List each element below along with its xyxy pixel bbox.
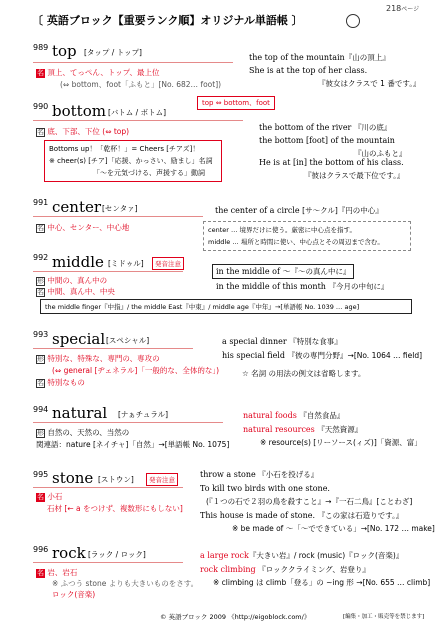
compound-strip: the middle finger『中指』/ the middle East『中東』/ middle age『中年』→[単語帳 No. 1039 … age] [40, 299, 412, 314]
example-ja: 『今月の中旬に』 [328, 282, 389, 291]
example-ja: 『ロッククライミング、岩登り』 [258, 565, 370, 574]
entry-number: 993 [33, 330, 49, 339]
entry-pron: [タップ / トップ] [84, 48, 142, 57]
entry-rule [33, 422, 223, 423]
example-en: his special field [222, 351, 285, 360]
example-ja: (『１つの石で２羽の鳥を殺すこと』→『一石二鳥』[ことわざ] [206, 497, 413, 506]
meaning-row [36, 222, 129, 233]
usage-note: ☆ 名詞 の用法の例文は省略します。 [242, 369, 366, 378]
example-en: This house is made of stone. [200, 511, 316, 520]
example [215, 205, 383, 216]
meaning-text: 特別な、特殊な、専門の、専攻の [47, 354, 160, 363]
meaning-row [36, 275, 107, 286]
example [222, 350, 422, 361]
meaning-text: 底、下部、下位 (⇔ top) [47, 127, 130, 136]
phrase-box [212, 264, 354, 279]
example-ja: 『山のふもと』 [354, 149, 407, 158]
page-circle-icon [346, 14, 360, 28]
example-en: the center of a circle [215, 206, 300, 215]
entry-rule [33, 120, 243, 121]
meaning-text: ロック(音楽) [52, 590, 96, 599]
example-en: a special dinner [222, 337, 287, 346]
entry-number: 996 [33, 545, 49, 554]
entry-rule [33, 271, 183, 272]
page-title: 〔 英語ブロック【重要ランク順】オリジナル単語帳 〕 [32, 14, 303, 27]
example-ja: 『彼はクラスで最下位です。』 [304, 171, 405, 180]
footer-notice: [編集・加工・販売等を禁じます] [343, 614, 425, 620]
usage-line: center … 境界だけに使う。厳密に中心点を指す。 [208, 226, 357, 234]
entry-rule [33, 487, 183, 488]
example-ja: [サ～クル]『円の中心』 [302, 206, 383, 215]
noun-tag: 名 [37, 288, 44, 296]
entry-number: 994 [33, 405, 49, 414]
meaning-text: 中間、真ん中、中央 [47, 287, 115, 296]
example [222, 336, 342, 347]
example-ja: 『彼女はクラスで 1 番です。』 [318, 79, 421, 88]
meaning-row [36, 286, 115, 297]
entry-rule [33, 62, 233, 63]
usage-note: ※ climbing は climb「登る」の ~ing 形 →[No. 655 … climb] [213, 578, 431, 587]
meaning-text: 頂上、てっぺん、トップ、最上位 [47, 68, 160, 77]
idiom-line: Bottoms up！「乾杯！」= Cheers [チアズ]！ [49, 145, 200, 153]
meaning-text: 石材 [← a をつけず、複数形にもしない] [47, 504, 183, 513]
page-number [386, 4, 419, 13]
example-en: To kill two birds with one stone. [200, 484, 330, 493]
example [243, 424, 362, 435]
example-en: a large rock [200, 551, 249, 560]
adj-tag: 形 [37, 277, 44, 285]
example-ja: 『特別な食事』 [289, 337, 342, 346]
meaning-note: (⇔ general [ヂェネラル]「一般的な、全体的な」) [52, 366, 220, 375]
entry-word: stone [52, 469, 94, 487]
example [249, 66, 367, 75]
meaning-row [36, 353, 160, 364]
example-ja: 『川の底』 [353, 123, 392, 132]
meaning-text: 中間の、真ん中の [47, 276, 108, 285]
example-ja: 『小石を投げる』 [258, 470, 319, 479]
example [216, 281, 388, 292]
meaning-text: 中心、センター、中心地 [47, 223, 130, 232]
example-en: the bottom [foot] of the mountain [259, 136, 395, 145]
entry-rule [33, 562, 183, 563]
entry-word: bottom [52, 102, 106, 120]
example-ja: 『彼の専門分野』→[No. 1064 … field] [287, 351, 423, 360]
entry-pron: [ナぁチュラル] [118, 410, 169, 419]
example-en: He is at [in] the bottom of his class. [259, 158, 404, 167]
noun-tag: 名 [37, 569, 44, 577]
meaning-row [36, 126, 129, 137]
entry-word: rock [52, 544, 86, 562]
usage-note: ※ be made of ～「～でできている」→[No. 172 … make] [232, 524, 435, 533]
antonym-box: top ⇔ bottom、foot [197, 96, 275, 110]
example [259, 122, 391, 133]
entry-word: middle [52, 253, 104, 271]
meaning-row [47, 503, 183, 514]
pronunciation-badge: 発音注意 [146, 473, 178, 486]
example-en: rock climbing [200, 565, 256, 574]
example [259, 158, 404, 167]
noun-tag: 名 [37, 224, 44, 232]
noun-tag: 名 [37, 493, 44, 501]
adj-tag: 形 [37, 355, 44, 363]
example-en: the bottom of the river [259, 123, 352, 132]
entry-pron: [ミドゥル] [108, 259, 144, 268]
example-ja: 『山の頂上』 [344, 53, 390, 62]
related-word: 関連語：nature [ネイチャ]「自然」→[単語帳 No. 1075] [36, 440, 230, 449]
meaning-note: ※ ふつう stone よりも大きいものをさす。 [52, 579, 199, 588]
example-en: natural resources [243, 425, 315, 434]
idiom-line: 「～を元気づける、声援する」動詞 [93, 169, 205, 177]
entry-pron: [ラック / ロック] [88, 550, 146, 559]
entry-number: 991 [33, 198, 49, 207]
meaning-row [36, 67, 160, 78]
entry-pron: [ストウン] [98, 475, 134, 484]
noun-tag: 名 [37, 69, 44, 77]
example-ja: 『この家は石造りです。』 [317, 511, 404, 520]
example [200, 469, 318, 480]
entry-word: special [52, 330, 106, 348]
meaning-note: (⇔ bottom、foot「ふもと」[No. 682… foot]) [60, 80, 222, 89]
noun-tag: 名 [37, 379, 44, 387]
idiom-line: ※ cheer(s) [チア]「応援、かっさい、励まし」名詞 [49, 157, 213, 165]
page-number-value: 218 [386, 4, 402, 13]
entry-rule [33, 216, 203, 217]
example [249, 52, 390, 63]
meaning-text: 小石 [47, 492, 63, 501]
example-en: in the middle of ～ [216, 267, 291, 276]
entry-pron: [バトム / ボトム] [108, 108, 166, 117]
idiom-box [44, 140, 222, 182]
entry-rule [33, 348, 193, 349]
noun-tag: 名 [37, 128, 44, 136]
pronunciation-badge: 発音注意 [152, 257, 184, 270]
meaning-text: 特別なもの [47, 378, 85, 387]
example [200, 564, 370, 575]
entry-number: 995 [33, 470, 49, 479]
adj-tag: 形 [37, 429, 44, 437]
entry-pron: [スペシャル] [106, 336, 150, 345]
meaning-row [36, 491, 62, 502]
meaning-row [36, 377, 85, 388]
example [243, 410, 344, 421]
example-en: She is at the top of her class. [249, 66, 368, 75]
usage-line: middle … 場所と時間に使い、中心点とその周辺まで含む。 [208, 238, 384, 246]
example-en: the top of the mountain [249, 53, 345, 62]
example-en: in the middle of this month [216, 282, 326, 291]
footer-copyright: © 英語ブロック 2009 《http://eigoblock.com/》 [160, 613, 311, 621]
meaning-text: 岩、岩石 [47, 568, 78, 577]
entry-number: 992 [33, 253, 49, 262]
example [200, 510, 403, 521]
meaning-row [36, 427, 129, 438]
entry-word: center [52, 198, 102, 216]
example-ja: 『～の真ん中に』 [290, 267, 351, 276]
example [259, 136, 395, 145]
usage-box [203, 221, 411, 251]
example-ja: 『天然資源』 [317, 425, 363, 434]
usage-note: ※ resource(s) [リーソース(ィズ)]「資源、富」 [260, 438, 422, 447]
example-en: throw a stone [200, 470, 256, 479]
entry-word: natural [52, 404, 108, 422]
entry-number: 990 [33, 102, 49, 111]
meaning-text: 自然の、天然の、当然の [47, 428, 130, 437]
example [200, 550, 403, 561]
example-ja: 『自然食品』 [299, 411, 345, 420]
meaning-row [36, 567, 77, 578]
page-number-suffix: ページ [401, 6, 420, 13]
entry-word: top [52, 42, 77, 60]
entry-pron: [センタァ] [102, 204, 138, 213]
example-ja: 『大きい岩』/ rock (music)『ロック(音楽)』 [248, 551, 404, 560]
entry-number: 989 [33, 43, 49, 52]
example-en: natural foods [243, 411, 297, 420]
